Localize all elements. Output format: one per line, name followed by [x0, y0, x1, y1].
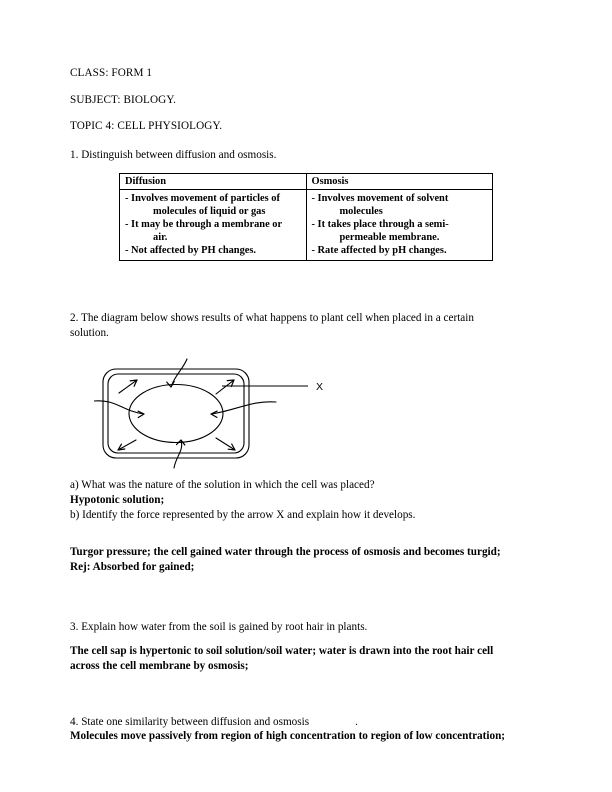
point-continuation: air. — [153, 231, 168, 243]
question-2-prompt-line-2: solution. — [70, 326, 109, 339]
label-x-text: X — [316, 381, 324, 394]
list-item — [125, 244, 302, 257]
table-row — [120, 189, 493, 260]
table-header-row — [120, 173, 493, 189]
spacer — [70, 523, 542, 545]
question-2b-answer-line-1: Turgor pressure; the cell gained water through the process of osmosis and becomes turgid; — [70, 545, 501, 558]
point-main: - Rate affected by pH changes. — [311, 244, 447, 256]
spacer — [70, 574, 542, 620]
page-content — [70, 68, 542, 744]
question-2a-answer: Hypotonic solution; — [70, 494, 165, 507]
point-main: - It may be through a membrane or — [125, 218, 283, 230]
point-main: - Involves movement of particles of — [125, 192, 280, 204]
question-3-answer-line-2: across the cell membrane by osmosis; — [70, 659, 249, 672]
arrowhead-inward-left — [138, 412, 144, 418]
question-2a-prompt: a) What was the nature of the solution in which the cell was placed? — [70, 479, 375, 492]
question-3-answer-line-1: The cell sap is hypertonic to soil solution/soil water; water is drawn into the root hair cell — [70, 645, 494, 658]
list-item — [312, 244, 489, 257]
table-cell-diffusion-points — [120, 189, 307, 260]
question-4-prompt — [70, 715, 542, 730]
table-header-osmosis: Osmosis — [306, 173, 493, 189]
question-3-prompt: 3. Explain how water from the soil is gained by root hair in plants. — [70, 621, 368, 634]
leader-line-left — [94, 401, 144, 414]
diffusion-osmosis-table-wrapper — [119, 173, 493, 261]
point-continuation: molecules of liquid or gas — [153, 205, 266, 217]
spacer — [70, 261, 542, 311]
plant-cell-diagram-svg — [94, 354, 354, 478]
arrowhead-inward-right — [211, 412, 217, 418]
class-line: CLASS: FORM 1 — [70, 67, 153, 79]
point-main: - Involves movement of solvent — [311, 192, 449, 204]
list-item — [312, 192, 489, 218]
question-4-answer: Molecules move passively from region of high concentration to region of low concentration; — [70, 730, 506, 743]
question-2b-prompt: b) Identify the force represented by the arrow X and explain how it develops. — [70, 509, 416, 522]
spacer — [70, 635, 542, 644]
question-1-prompt: 1. Distinguish between diffusion and osmosis. — [70, 149, 277, 162]
question-4-prompt-text: 4. State one similarity between diffusion and osmosis — [70, 715, 310, 728]
list-item — [312, 218, 489, 244]
list-item — [125, 218, 302, 244]
question-4-prompt-period: . — [355, 715, 358, 728]
subject-line: SUBJECT: BIOLOGY. — [70, 93, 176, 106]
spacer — [70, 674, 542, 715]
question-2b-answer-line-2: Rej: Absorbed for gained; — [70, 560, 195, 573]
osmosis-point-list — [312, 192, 489, 257]
list-item — [125, 192, 302, 218]
arrowhead-bottom-right — [228, 444, 235, 450]
table-cell-osmosis-points — [306, 189, 493, 260]
diffusion-point-list — [125, 192, 302, 257]
question-2-prompt-line-1: 2. The diagram below shows results of what happens to plant cell when placed in a certain — [70, 311, 474, 324]
point-continuation: molecules — [339, 205, 383, 217]
leader-line-bottom — [174, 440, 182, 468]
plant-cell-diagram — [70, 354, 542, 478]
table-header-diffusion: Diffusion — [120, 173, 307, 189]
point-main: - Not affected by PH changes. — [125, 244, 257, 256]
diffusion-osmosis-table — [119, 173, 493, 261]
point-main: - It takes place through a semi- — [311, 218, 449, 230]
point-continuation: permeable membrane. — [339, 231, 440, 243]
topic-line: TOPIC 4: CELL PHYSIOLOGY. — [70, 120, 223, 133]
